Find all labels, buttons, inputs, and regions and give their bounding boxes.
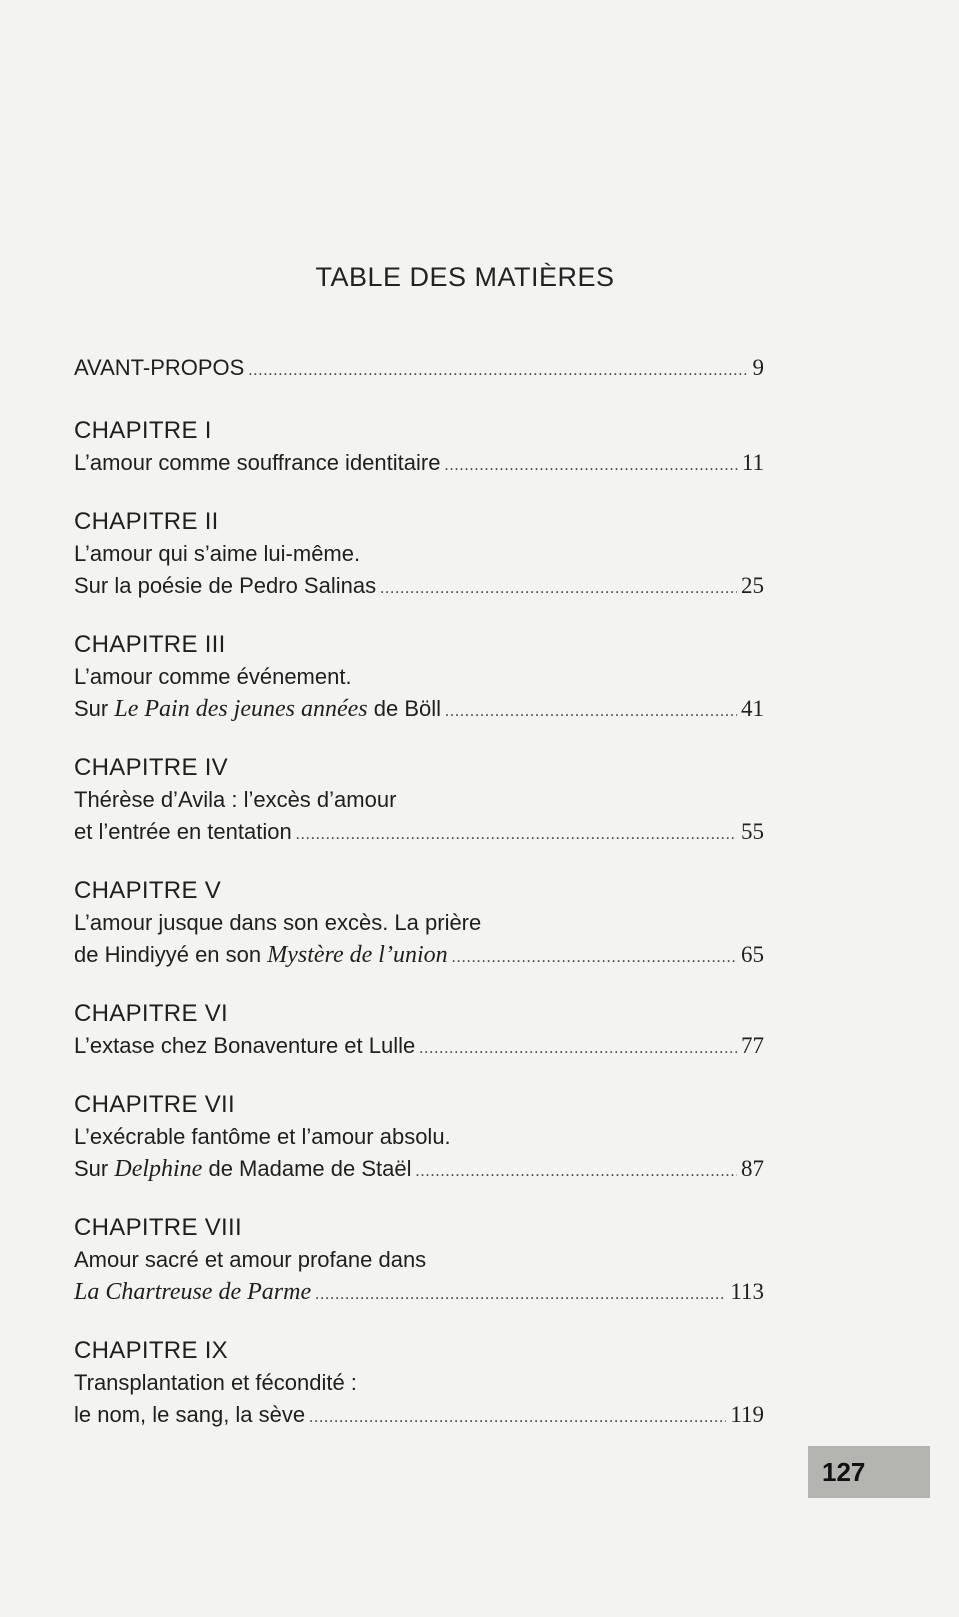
dot-leader [415,1156,737,1188]
title-segment: L’amour comme souffrance identitaire [74,450,441,475]
chapter-label: CHAPITRE I [74,417,212,444]
italic-title: Le Pain des jeunes années [114,696,368,722]
chapter-title-line: L’exécrable fantôme et l’amour absolu. [74,1124,451,1149]
dot-leader [452,942,737,974]
chapter-title-line: Thérèse d’Avila : l’excès d’amour [74,787,397,812]
page-number: 55 [741,819,764,844]
toc-line [74,939,764,974]
chapter-title-last-line [74,816,292,848]
page-number: 11 [741,450,764,475]
dot-leader [296,819,737,851]
chapter-title-last-line [74,1153,411,1185]
chapter-label: CHAPITRE II [74,508,219,535]
chapter-title-line: Transplantation et fécondité : [74,1370,357,1395]
chapter-title-last-line [74,1399,305,1431]
chapter-title-last-line [74,1030,415,1062]
chapter-label: CHAPITRE IV [74,754,228,781]
chapter-title-line: L’amour qui s’aime lui-même. [74,541,361,566]
table-of-contents [74,352,764,1458]
folio-page-number: 127 [808,1446,930,1498]
title-segment: de Hindiyyé en son [74,942,268,967]
chapter-label: CHAPITRE VIII [74,1214,242,1241]
chapter-title-line: Amour sacré et amour profane dans [74,1247,427,1272]
page-number: 65 [741,942,764,967]
title-segment: Sur [74,1156,115,1181]
chapter-title-last-line [74,570,376,602]
toc-entry-chapter [74,629,764,728]
page-number: 9 [752,355,764,380]
chapter-label: CHAPITRE IX [74,1337,228,1364]
chapter-title-line: L’amour comme événement. [74,664,352,689]
toc-line [74,447,764,482]
chapter-title-last-line [74,447,440,479]
dot-leader [445,696,737,728]
page-number: 41 [741,696,764,721]
page-number: 87 [741,1156,764,1181]
toc-entry-chapter [74,1335,764,1434]
toc-entry-chapter [74,752,764,851]
toc-entry-chapter [74,1089,764,1188]
chapter-title-last-line [74,939,448,971]
toc-line [74,1030,764,1065]
title-segment: de Böll [367,696,442,721]
page-number: 77 [741,1033,764,1058]
toc-entry-text: AVANT-PROPOS [74,355,245,380]
dot-leader [315,1279,726,1311]
page-title: TABLE DES MATIÈRES [315,262,615,292]
chapter-title-line: L’amour jusque dans son excès. La prière [74,910,482,935]
toc-entry-chapter [74,1212,764,1311]
chapter-title-last-line [74,1276,311,1308]
toc-line [74,352,764,387]
italic-title: Mystère de l’union [267,942,448,968]
chapter-label: CHAPITRE III [74,631,226,658]
page-number: 25 [741,573,764,598]
toc-entry-chapter [74,875,764,974]
chapter-list [74,415,764,1434]
page-number: 113 [730,1279,764,1304]
toc-line [74,1153,764,1188]
toc-line [74,1399,764,1434]
chapter-label: CHAPITRE VI [74,1000,228,1027]
toc-entry-foreword [74,352,764,387]
toc-line [74,816,764,851]
dot-leader [309,1402,726,1434]
toc-entry-chapter [74,415,764,482]
dot-leader [248,355,748,387]
chapter-title-last-line [74,693,441,725]
title-segment: et l’entrée en tentation [74,819,292,844]
title-segment: Sur la poésie de Pedro Salinas [74,573,377,598]
toc-entry-chapter [74,998,764,1065]
chapter-label: CHAPITRE V [74,877,222,904]
title-segment: L’extase chez Bonaventure et Lulle [74,1033,416,1058]
title-segment: de Madame de Staël [202,1156,412,1181]
dot-leader [419,1033,737,1065]
dot-leader [380,573,737,605]
title-segment: le nom, le sang, la sève [74,1402,306,1427]
italic-title: La Chartreuse de Parme [74,1279,312,1305]
toc-line [74,693,764,728]
dot-leader [444,450,737,482]
toc-line [74,1276,764,1311]
toc-line [74,570,764,605]
page-number: 119 [730,1402,764,1427]
italic-title: Delphine [114,1156,203,1182]
title-segment: Sur [74,696,115,721]
toc-entry-chapter [74,506,764,605]
chapter-label: CHAPITRE VII [74,1091,235,1118]
